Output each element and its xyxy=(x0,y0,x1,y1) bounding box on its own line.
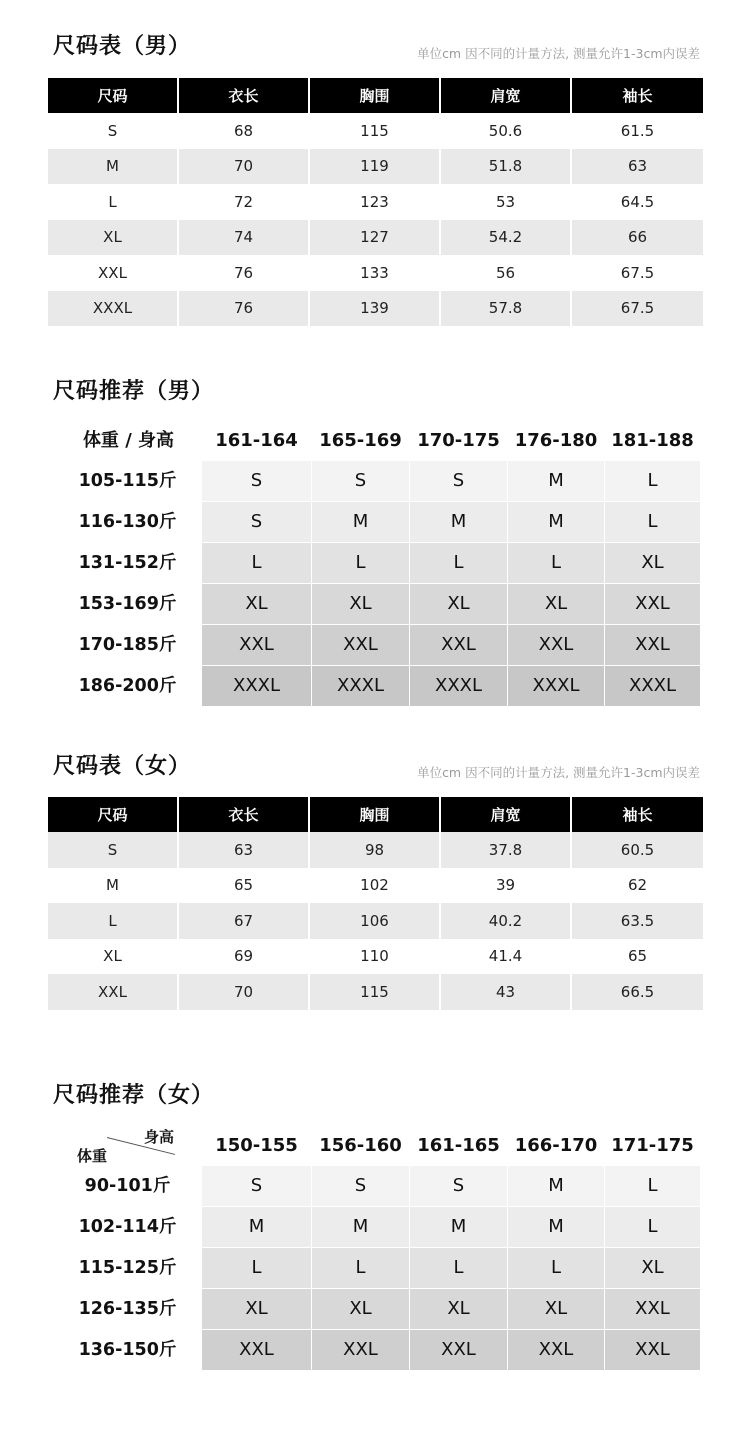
measurement-cell: 74 xyxy=(179,220,310,256)
recommended-size-cell: XXL xyxy=(312,625,411,666)
height-range-header: 165-169 xyxy=(319,430,402,451)
recommended-size-cell: XXXL xyxy=(202,666,313,707)
measurement-cell: 56 xyxy=(441,255,572,291)
recommendation-row xyxy=(55,1289,700,1330)
table-header-row xyxy=(48,797,703,832)
recommended-size-cell: XL xyxy=(410,1289,509,1330)
measurement-cell: 50.6 xyxy=(441,113,572,149)
measurement-cell: 127 xyxy=(310,220,441,256)
measurement-cell: 63.5 xyxy=(572,903,703,939)
recommended-size-cell: XXXL xyxy=(410,666,509,707)
recommended-size-cell: M xyxy=(508,461,606,502)
weight-range-label: 136-150斤 xyxy=(78,1340,177,1360)
recommendation-row xyxy=(55,502,700,543)
recommended-size-cell: M xyxy=(312,1207,411,1248)
table-row xyxy=(48,832,703,868)
measurement-cell: 106 xyxy=(310,903,441,939)
corner-height-label: 身高 xyxy=(143,1128,174,1146)
height-range-header: 176-180 xyxy=(514,430,598,451)
measurement-cell: 37.8 xyxy=(441,832,572,868)
measurement-cell: 139 xyxy=(310,291,441,327)
weight-range-label: 105-115斤 xyxy=(78,471,177,491)
table-row xyxy=(48,184,703,220)
height-header-row xyxy=(55,1126,700,1166)
measurement-cell: 51.8 xyxy=(441,149,572,185)
recommended-size-cell: M xyxy=(312,502,411,543)
column-header: 袖长 xyxy=(572,797,703,832)
recommendation-row xyxy=(55,584,700,625)
measurement-cell: 68 xyxy=(179,113,310,149)
weight-range-label: 153-169斤 xyxy=(78,594,177,614)
men-size-chart-title: 尺码表（男） xyxy=(53,34,192,59)
measurement-cell: 67.5 xyxy=(572,291,703,327)
recommended-size-cell: XXL xyxy=(202,625,313,666)
measurement-cell: 123 xyxy=(310,184,441,220)
size-cell: XXL xyxy=(48,974,179,1010)
height-range-header: 166-170 xyxy=(514,1135,598,1156)
women-size-chart-title: 尺码表（女） xyxy=(53,754,192,779)
women-measurement-note: 单位cm 因不同的计量方法, 测量允许1-3cm内误差 xyxy=(417,765,700,780)
size-cell: S xyxy=(48,113,179,149)
measurement-cell: 69 xyxy=(179,939,310,975)
recommended-size-cell: XL xyxy=(202,584,313,625)
measurement-cell: 61.5 xyxy=(620,121,655,140)
recommended-size-cell: XL xyxy=(605,543,700,584)
measurement-cell: 62 xyxy=(627,876,648,895)
measurement-cell: 70 xyxy=(179,974,310,1010)
measurement-cell: 67 xyxy=(179,903,310,939)
weight-range-label: 102-114斤 xyxy=(78,1217,177,1237)
weight-height-corner-label xyxy=(55,1126,202,1166)
recommendation-row xyxy=(55,1248,700,1289)
measurement-cell: 63 xyxy=(572,149,703,185)
weight-range-label: 126-135斤 xyxy=(78,1299,177,1319)
height-range-header: 171-175 xyxy=(611,1135,694,1156)
recommended-size-cell: L xyxy=(605,502,700,543)
size-cell: XL xyxy=(48,220,179,256)
column-header: 肩宽 xyxy=(441,78,572,113)
column-header: 肩宽 xyxy=(441,797,572,832)
recommended-size-cell: XL xyxy=(605,1248,700,1289)
size-cell: XL xyxy=(48,939,179,975)
recommended-size-cell: XXL xyxy=(605,1330,700,1371)
recommended-size-cell: L xyxy=(312,1248,411,1289)
recommended-size-cell: XXL xyxy=(312,1330,411,1371)
weight-range-label: 186-200斤 xyxy=(78,676,177,696)
recommended-size-cell: XXXL xyxy=(312,666,411,707)
recommended-size-cell: XXXL xyxy=(508,666,606,707)
recommendation-row xyxy=(55,543,700,584)
weight-height-corner-label: 体重 / 身高 xyxy=(82,430,175,451)
recommended-size-cell: S xyxy=(202,1166,313,1207)
recommendation-row xyxy=(55,1330,700,1371)
table-row xyxy=(48,220,703,256)
column-header: 衣长 xyxy=(179,797,310,832)
recommended-size-cell: M xyxy=(410,1207,509,1248)
measurement-cell: 119 xyxy=(310,149,441,185)
size-cell: XXL xyxy=(48,255,179,291)
recommended-size-cell: S xyxy=(202,461,313,502)
recommended-size-cell: L xyxy=(410,1248,509,1289)
weight-range-label: 131-152斤 xyxy=(78,553,177,573)
measurement-cell: 76 xyxy=(179,255,310,291)
measurement-cell: 41.4 xyxy=(441,939,572,975)
women-recommendation-grid xyxy=(55,1126,700,1371)
table-header-row xyxy=(48,78,703,113)
measurement-cell: 57.8 xyxy=(441,291,572,327)
recommended-size-cell: M xyxy=(508,1207,606,1248)
measurement-cell: 64.5 xyxy=(620,192,655,211)
weight-range-label: 170-185斤 xyxy=(78,635,177,655)
recommended-size-cell: M xyxy=(508,502,606,543)
size-cell: M xyxy=(48,868,179,904)
recommended-size-cell: XXL xyxy=(410,625,509,666)
column-header: 尺码 xyxy=(48,78,179,113)
measurement-cell: 66 xyxy=(572,220,703,256)
measurement-cell: 72 xyxy=(179,184,310,220)
height-header-row xyxy=(55,421,700,461)
recommended-size-cell: XL xyxy=(312,584,411,625)
recommendation-row xyxy=(55,1166,700,1207)
men-size-table xyxy=(48,78,703,326)
column-header: 胸围 xyxy=(310,797,441,832)
recommended-size-cell: XXXL xyxy=(605,666,700,707)
weight-range-label: 115-125斤 xyxy=(78,1258,177,1278)
measurement-cell: 54.2 xyxy=(441,220,572,256)
height-range-header: 161-165 xyxy=(417,1135,500,1156)
height-range-header: 150-155 xyxy=(215,1135,298,1156)
recommended-size-cell: L xyxy=(312,543,411,584)
table-row xyxy=(48,974,703,1010)
women-recommendation-title: 尺码推荐（女） xyxy=(53,1083,215,1108)
measurement-cell: 115 xyxy=(310,113,441,149)
measurement-cell: 102 xyxy=(310,868,441,904)
recommended-size-cell: XXL xyxy=(605,584,700,625)
recommended-size-cell: M xyxy=(202,1207,313,1248)
height-range-header: 170-175 xyxy=(417,430,500,451)
recommended-size-cell: XL xyxy=(508,1289,606,1330)
weight-range-label: 90-101斤 xyxy=(84,1176,171,1196)
measurement-cell: 133 xyxy=(310,255,441,291)
recommended-size-cell: L xyxy=(605,1207,700,1248)
measurement-cell: 76 xyxy=(179,291,310,327)
measurement-cell: 66.5 xyxy=(572,974,703,1010)
recommended-size-cell: S xyxy=(410,1166,509,1207)
recommended-size-cell: XXL xyxy=(508,625,606,666)
measurement-cell: 63 xyxy=(179,832,310,868)
measurement-cell: 43 xyxy=(441,974,572,1010)
corner-weight-label: 体重 xyxy=(77,1147,108,1165)
column-header: 尺码 xyxy=(48,797,179,832)
measurement-cell: 65 xyxy=(627,947,648,966)
recommended-size-cell: M xyxy=(508,1166,606,1207)
recommended-size-cell: L xyxy=(605,1166,700,1207)
measurement-cell: 98 xyxy=(310,832,441,868)
column-header: 袖长 xyxy=(572,78,703,113)
table-row xyxy=(48,291,703,327)
recommended-size-cell: XL xyxy=(508,584,606,625)
recommendation-row xyxy=(55,666,700,707)
measurement-cell: 110 xyxy=(310,939,441,975)
recommended-size-cell: XL xyxy=(312,1289,411,1330)
recommended-size-cell: XXL xyxy=(202,1330,313,1371)
recommended-size-cell: L xyxy=(410,543,509,584)
weight-range-label: 116-130斤 xyxy=(78,512,177,532)
recommended-size-cell: L xyxy=(605,461,700,502)
recommended-size-cell: M xyxy=(410,502,509,543)
women-size-table xyxy=(48,797,703,1010)
recommended-size-cell: S xyxy=(202,502,313,543)
recommended-size-cell: XXL xyxy=(605,1289,700,1330)
recommended-size-cell: XL xyxy=(410,584,509,625)
recommended-size-cell: XXL xyxy=(508,1330,606,1371)
men-recommendation-title: 尺码推荐（男） xyxy=(53,379,215,404)
table-row xyxy=(48,868,703,904)
recommendation-row xyxy=(55,1207,700,1248)
height-range-header: 156-160 xyxy=(319,1135,402,1156)
recommended-size-cell: S xyxy=(312,1166,411,1207)
measurement-cell: 67.5 xyxy=(620,263,655,282)
size-cell: L xyxy=(48,184,179,220)
measurement-cell: 65 xyxy=(179,868,310,904)
recommended-size-cell: L xyxy=(508,543,606,584)
recommended-size-cell: L xyxy=(202,543,313,584)
size-cell: S xyxy=(48,832,179,868)
measurement-cell: 40.2 xyxy=(441,903,572,939)
column-header: 胸围 xyxy=(310,78,441,113)
men-measurement-note: 单位cm 因不同的计量方法, 测量允许1-3cm内误差 xyxy=(417,46,700,61)
table-row xyxy=(48,939,703,975)
recommended-size-cell: S xyxy=(312,461,411,502)
measurement-cell: 70 xyxy=(179,149,310,185)
size-cell: XXXL xyxy=(48,291,179,327)
height-range-header: 181-188 xyxy=(611,430,694,451)
recommendation-row xyxy=(55,461,700,502)
table-row xyxy=(48,255,703,291)
recommendation-row xyxy=(55,625,700,666)
table-row xyxy=(48,149,703,185)
size-cell: M xyxy=(48,149,179,185)
men-recommendation-grid xyxy=(55,421,700,707)
recommended-size-cell: XXL xyxy=(410,1330,509,1371)
size-cell: L xyxy=(48,903,179,939)
table-row xyxy=(48,903,703,939)
measurement-cell: 53 xyxy=(441,184,572,220)
recommended-size-cell: XXL xyxy=(605,625,700,666)
measurement-cell: 60.5 xyxy=(572,832,703,868)
measurement-cell: 39 xyxy=(441,868,572,904)
table-row xyxy=(48,113,703,149)
recommended-size-cell: S xyxy=(410,461,509,502)
column-header: 衣长 xyxy=(179,78,310,113)
height-range-header: 161-164 xyxy=(215,430,298,451)
recommended-size-cell: L xyxy=(508,1248,606,1289)
recommended-size-cell: L xyxy=(202,1248,313,1289)
measurement-cell: 115 xyxy=(310,974,441,1010)
recommended-size-cell: XL xyxy=(202,1289,313,1330)
